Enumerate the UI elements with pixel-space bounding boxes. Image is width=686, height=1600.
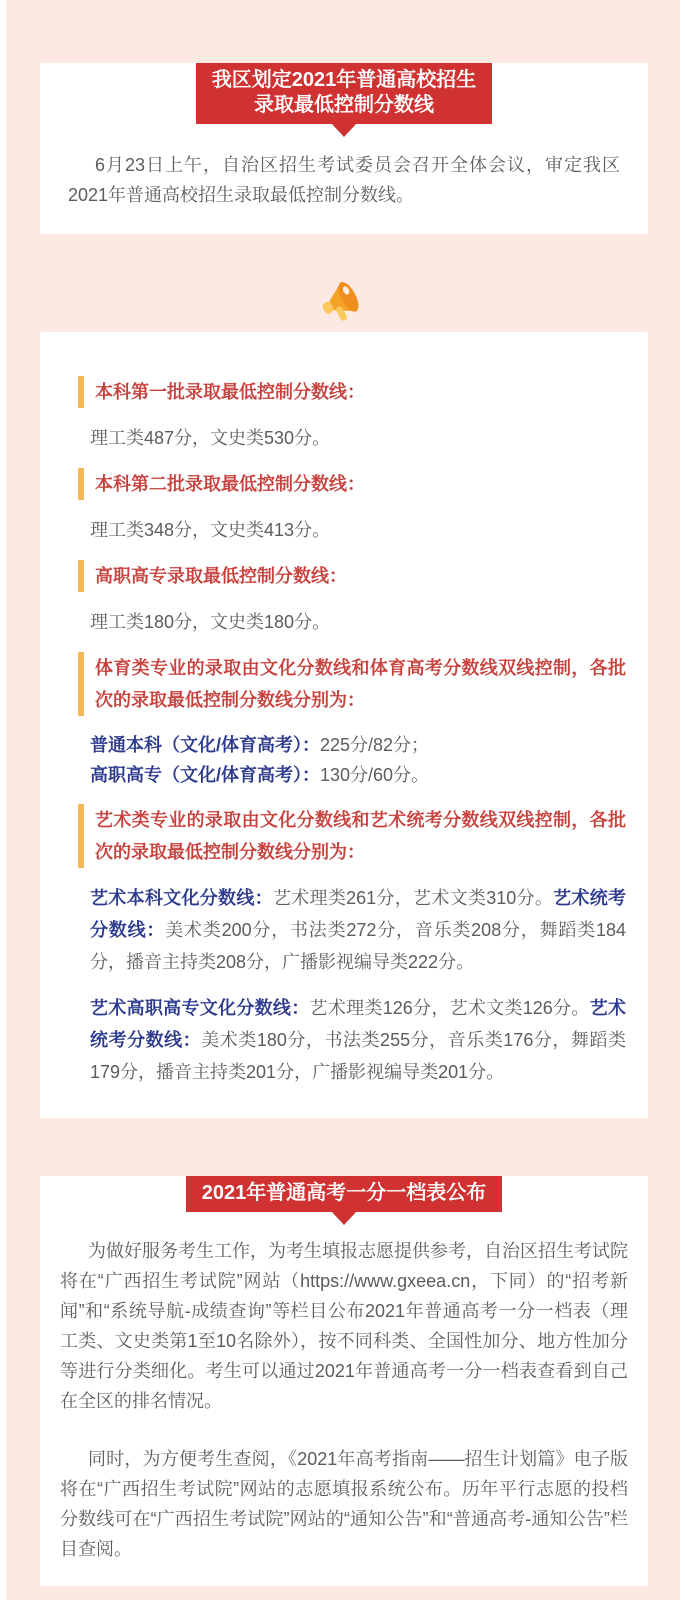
banner-wrap-2 xyxy=(40,1176,648,1212)
arts-heading: 艺术类专业的录取由文化分数线和艺术统考分数线双线控制，各批次的录取最低控制分数线分别为： xyxy=(78,804,626,868)
arts-benke-culture-label: 艺术本科文化分数线： xyxy=(90,888,273,908)
sports-score-lines xyxy=(90,730,626,790)
section-banner-ranktable xyxy=(186,1176,503,1212)
sports-benke-label: 普通本科（文化/体育高考）： xyxy=(90,735,320,755)
ranktable-paragraph-2: 同时，为方便考生查阅，《2021年高考指南——招生计划篇》电子版将在“广西招生考试院”网站的志愿填报系统公布。历年平行志愿的投档分数线可在“广西招生考试院”网站的“通知公告”和“普通高考-通知公告”栏目查阅。 xyxy=(60,1449,628,1559)
ranktable-paragraph-1: 为做好服务考生工作，为考生填报志愿提供参考，自治区招生考试院将在“广西招生考试院”网站（https://www.gxeea.cn，下同）的“招考新闻”和“系统导航-成绩查询”等栏目公布2021年普通高考一分一档表（理工类、文史类第1至10名除外），按不同科类、全国性加分、地方性加分等进行分类细化。考生可以通过2021年普通高考一分一档表查看到自己在全区的排名情况。 xyxy=(60,1241,628,1411)
arts-gaozhi-culture-label: 艺术高职高专文化分数线： xyxy=(90,998,310,1018)
batch3-body: 理工类180分，文史类180分。 xyxy=(90,612,331,632)
sports-heading: 体育类专业的录取由文化分数线和体育高考分数线双线控制，各批次的录取最低控制分数线分别为： xyxy=(78,652,626,716)
arts-gaozhi-paragraph xyxy=(90,992,626,1088)
sports-line-gaozhi xyxy=(90,760,626,790)
announcement-card xyxy=(40,63,648,234)
sports-gaozhi-value: 130分/60分。 xyxy=(320,765,430,785)
banner-line-1: 我区划定2021年普通高校招生 xyxy=(211,69,477,91)
arts-benke-exam-values: 美术类200分，书法类272分，音乐类208分，舞蹈类184分，播音主持类208分，广播影视编导类222分。 xyxy=(90,920,626,972)
sports-benke-value: 225分/82分； xyxy=(320,735,430,755)
section-banner-scorelines xyxy=(196,63,493,124)
banner-line: 2021年普通高考一分一档表公布 xyxy=(201,1182,487,1204)
banner-wrap-1 xyxy=(40,63,648,124)
megaphone-icon xyxy=(318,277,368,329)
banner-line-2: 录取最低控制分数线 xyxy=(254,94,434,116)
score-lines-card xyxy=(40,332,648,1118)
arts-gaozhi-exam-label: 艺术统考分数线： xyxy=(90,998,626,1050)
batch1-body: 理工类487分，文史类530分。 xyxy=(90,428,331,448)
batch3-heading: 高职高专录取最低控制分数线： xyxy=(78,560,626,592)
arts-gaozhi-culture-values: 艺术理类126分，艺术文类126分。 xyxy=(309,998,590,1018)
section-gap xyxy=(6,1118,680,1178)
batch1-heading: 本科第一批录取最低控制分数线： xyxy=(78,376,626,408)
sports-line-benke xyxy=(90,730,626,760)
arts-benke-paragraph xyxy=(90,882,626,978)
arts-gaozhi-exam-values: 美术类180分，书法类255分，音乐类176分，舞蹈类179分，播音主持类201分，广播影视编导类201分。 xyxy=(90,1030,626,1082)
arts-benke-culture-values: 艺术理类261分，艺术文类310分。 xyxy=(272,888,554,908)
article-page xyxy=(6,0,680,1600)
batch2-body: 理工类348分，文史类413分。 xyxy=(90,520,331,540)
batch2-heading: 本科第二批录取最低控制分数线： xyxy=(78,468,626,500)
sports-gaozhi-label: 高职高专（文化/体育高考）： xyxy=(90,765,320,785)
rank-table-card xyxy=(40,1176,648,1586)
megaphone-divider xyxy=(6,234,680,332)
arts-benke-exam-label: 艺术统考分数线： xyxy=(90,888,626,940)
intro-paragraph: 6月23日上午，自治区招生考试委员会召开全体会议，审定我区2021年普通高校招生录取最低控制分数线。 xyxy=(68,155,620,205)
